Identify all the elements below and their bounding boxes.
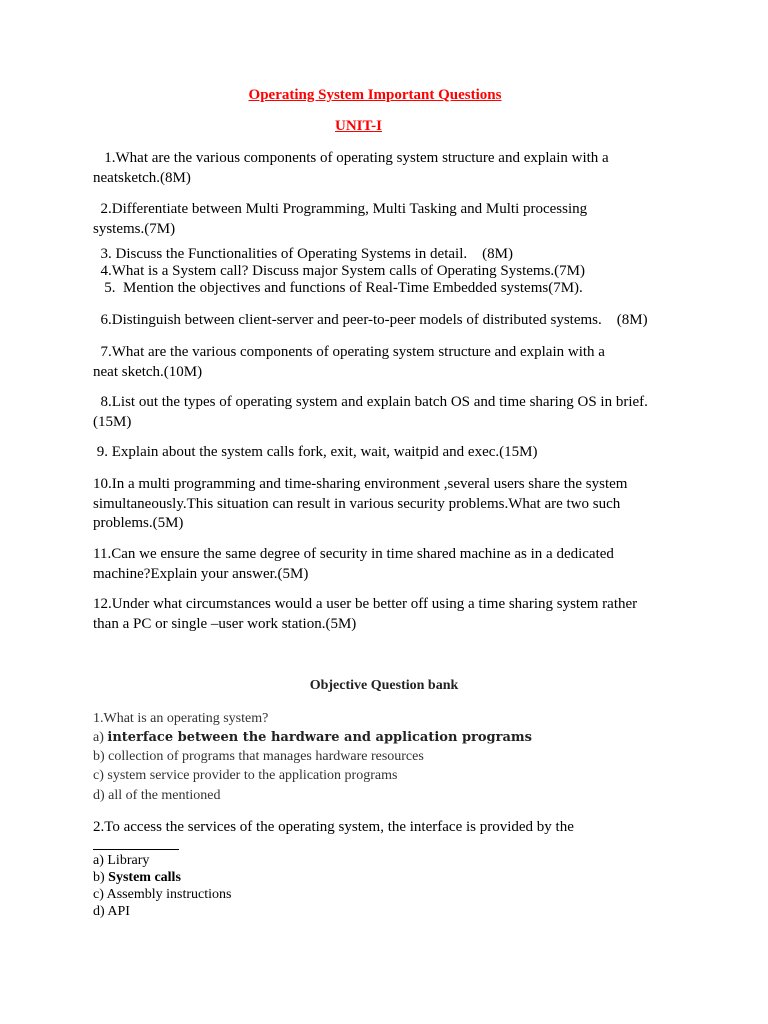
question-5: 5. Mention the objectives and functions of Real-Time Embedded systems(7M). — [93, 280, 583, 296]
objective-q1-option-a — [93, 728, 532, 748]
unit-heading: UNIT-I — [335, 118, 382, 134]
objective-heading: Objective Question bank — [309, 678, 459, 693]
objective-q2-option-a: a) Library — [93, 853, 150, 868]
objective-q1-option-d: d) all of the mentioned — [93, 788, 221, 803]
question-8: 8.List out the types of operating system and explain batch OS and time sharing OS in brief. (15M) — [93, 394, 648, 430]
objective-q2-question: 2.To access the services of the operating system, the interface is provided by the — [93, 819, 574, 835]
question-12: 12.Under what circumstances would a user be better off using a time sharing system rather than a PC or single –user work station.(5M) — [93, 596, 638, 632]
answer-blank-line — [93, 837, 179, 850]
question-7: 7.What are the various components of operating system structure and explain with a neat sketch.(10M) — [93, 344, 605, 380]
question-10: 10.In a multi programming and time-sharing environment ,several users share the system simultaneously.This situation can result in various security problems.What are two such problems.(5M) — [93, 476, 628, 531]
objective-q1-text: 1.What is an operating system? — [93, 711, 269, 726]
objective-q1-option-c: c) system service provider to the application programs — [93, 768, 398, 783]
question-1: 1.What are the various components of operating system structure and explain with a neatsketch.(8M) — [93, 150, 609, 186]
option-a-prefix: a) — [93, 730, 108, 745]
question-2: 2.Differentiate between Multi Programming, Multi Tasking and Multi processing systems.(7M) — [93, 201, 588, 237]
question-3: 3. Discuss the Functionalities of Operating Systems in detail. (8M) — [93, 246, 513, 262]
objective-q2-text — [93, 818, 693, 856]
option-a-answer: interface between the hardware and application programs — [107, 730, 532, 745]
document-title: Operating System Important Questions — [248, 87, 502, 103]
question-6: 6.Distinguish between client-server and peer-to-peer models of distributed systems. (8M) — [93, 312, 648, 328]
question-4: 4.What is a System call? Discuss major System calls of Operating Systems.(7M) — [93, 263, 586, 279]
objective-q1-option-b: b) collection of programs that manages hardware resources — [93, 749, 424, 764]
objective-q2-option-d: d) API — [93, 904, 130, 919]
option-b-prefix: b) — [93, 870, 109, 885]
option-b-answer: System calls — [108, 870, 181, 885]
objective-q2-option-b — [93, 869, 181, 886]
objective-q2-option-c: c) Assembly instructions — [93, 887, 232, 902]
question-11: 11.Can we ensure the same degree of security in time shared machine as in a dedicated machine?Explain your answer.(5M) — [93, 546, 614, 582]
question-9: 9. Explain about the system calls fork, exit, wait, waitpid and exec.(15M) — [93, 444, 538, 460]
